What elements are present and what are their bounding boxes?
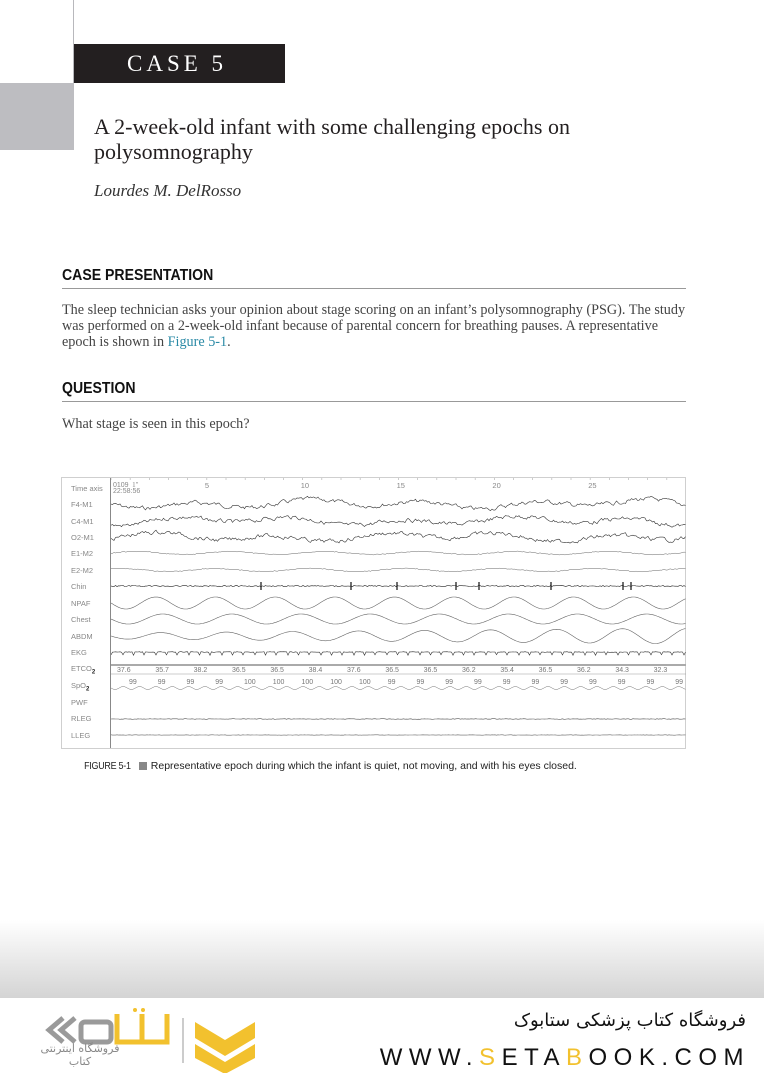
svg-text:35.4: 35.4 xyxy=(500,667,514,674)
store-url[interactable]: WWW.SETABOOK.COM xyxy=(379,1044,750,1071)
svg-text:38.4: 38.4 xyxy=(308,667,323,674)
svg-text:99: 99 xyxy=(186,679,195,686)
channel-label: PWF xyxy=(71,698,88,707)
svg-text:99: 99 xyxy=(589,679,597,686)
psg-traces xyxy=(111,478,686,748)
svg-text:0109: 0109 xyxy=(113,482,129,489)
time-axis-label: Time axis xyxy=(71,484,103,493)
logo-subtitle: فروشگاه اینترنتی کتاب xyxy=(40,1042,120,1068)
channel-label-spo2: SpO$_2$ xyxy=(71,681,90,693)
svg-text:100: 100 xyxy=(359,679,371,686)
channel-label: O2-M1 xyxy=(71,533,94,542)
channel-label-etco2: $ETCO_2$ xyxy=(71,664,96,676)
author: Lourdes M. DelRosso xyxy=(94,181,242,200)
svg-text:22:58:56: 22:58:56 xyxy=(113,488,141,495)
channel-label: ABDM xyxy=(71,632,93,641)
svg-text:20: 20 xyxy=(492,481,501,490)
footer-banner xyxy=(0,998,764,1080)
svg-text:36.5: 36.5 xyxy=(385,667,399,674)
svg-text:5: 5 xyxy=(204,481,210,490)
svg-text:99: 99 xyxy=(445,679,454,686)
svg-text:36.5: 36.5 xyxy=(270,667,284,674)
section-heading-question: QUESTION xyxy=(62,380,686,402)
svg-text:99: 99 xyxy=(387,679,396,686)
svg-text:99: 99 xyxy=(617,679,626,686)
psg-figure xyxy=(61,477,686,749)
svg-text:15: 15 xyxy=(396,481,405,490)
channel-label: NPAF xyxy=(71,599,91,608)
svg-text:100: 100 xyxy=(301,679,314,686)
channel-label: EKG xyxy=(71,648,87,657)
channel-label: C4-M1 xyxy=(71,517,94,526)
svg-text:34.3: 34.3 xyxy=(615,667,629,674)
case-title: A 2-week-old infant with some challenging epochs on polysomnography xyxy=(94,114,570,164)
figure-link[interactable]: Figure 5-1 xyxy=(167,334,228,350)
page-shadow xyxy=(0,920,764,998)
svg-text:36.5: 36.5 xyxy=(232,667,246,674)
svg-text:36.2: 36.2 xyxy=(462,667,476,674)
svg-text:36.2: 36.2 xyxy=(577,667,591,674)
svg-text:1": 1" xyxy=(132,481,139,489)
section-heading-presentation: CASE PRESENTATION xyxy=(62,267,686,289)
presentation-paragraph: The sleep technician asks your opinion about stage scoring on an infant’s polysomnography (PSG). The study was performed on a 2-week-old infant because of parental concern for breathing pauses. A representative epoch is shown in Figure 5-1. xyxy=(62,302,686,350)
svg-text:99: 99 xyxy=(675,679,684,686)
svg-text:37.6: 37.6 xyxy=(347,667,361,674)
channel-label: E2-M2 xyxy=(71,566,94,575)
svg-text:32.3: 32.3 xyxy=(653,667,668,674)
figure-caption: FIGURE 5-1 Representative epoch during which the infant is quiet, not moving, and with his eyes closed. xyxy=(84,760,577,772)
svg-text:99: 99 xyxy=(129,679,137,686)
svg-text:100: 100 xyxy=(272,679,285,686)
question-text: What stage is seen in this epoch? xyxy=(62,416,250,432)
svg-text:99: 99 xyxy=(474,679,482,686)
svg-text:99: 99 xyxy=(560,679,569,686)
svg-text:99: 99 xyxy=(157,679,166,686)
channel-label: LLEG xyxy=(71,731,91,740)
svg-text:36.5: 36.5 xyxy=(423,667,438,674)
svg-text:36.5: 36.5 xyxy=(538,667,553,674)
svg-text:10: 10 xyxy=(300,481,310,490)
channel-labels xyxy=(62,478,111,748)
svg-text:100: 100 xyxy=(330,679,342,686)
svg-text:37.6: 37.6 xyxy=(117,667,131,674)
svg-text:99: 99 xyxy=(502,679,511,686)
decorative-grey-block xyxy=(0,83,74,150)
svg-text:100: 100 xyxy=(244,679,256,686)
store-name: فروشگاه کتاب پزشکی ستابوک xyxy=(513,1010,746,1031)
case-label: CASE 5 xyxy=(74,44,285,83)
svg-text:99: 99 xyxy=(416,679,425,686)
svg-text:99: 99 xyxy=(531,679,540,686)
channel-label: Chest xyxy=(71,615,91,624)
svg-text:99: 99 xyxy=(215,679,224,686)
svg-text:38.2: 38.2 xyxy=(193,667,208,674)
channel-label: RLEG xyxy=(71,714,92,723)
svg-text:25: 25 xyxy=(588,481,597,490)
channel-label: E1-M2 xyxy=(71,549,94,558)
svg-text:99: 99 xyxy=(646,679,655,686)
channel-label: Chin xyxy=(71,582,87,591)
svg-text:35.7: 35.7 xyxy=(155,667,169,674)
channel-label: F4-M1 xyxy=(71,500,93,509)
